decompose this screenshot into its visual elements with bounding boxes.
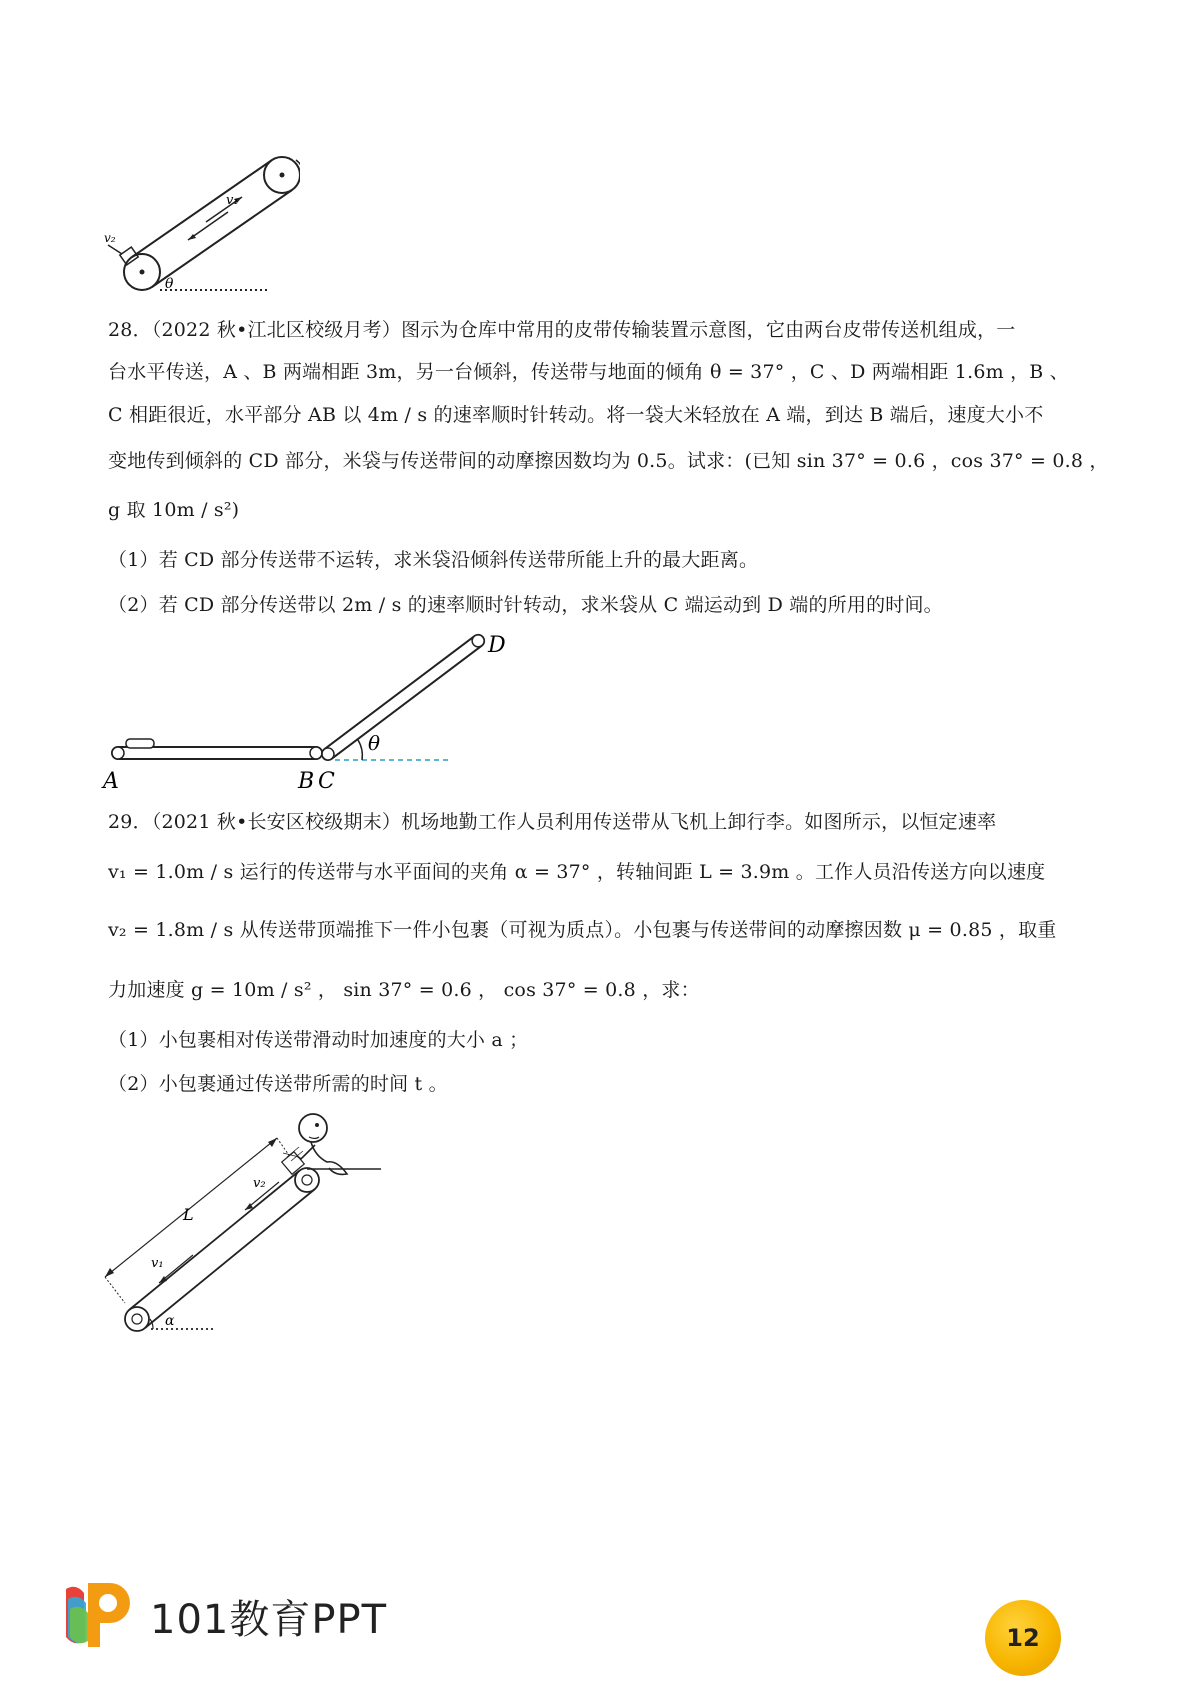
q28-line-4: 变地传到倾斜的 CD 部分，米袋与传送带间的动摩擦因数均为 0.5。试求：(已知 sin 37° = 0.6 ，cos 37° = 0.8 ， [108, 450, 1109, 472]
q28-line-3: C 相距很近，水平部分 AB 以 4m / s 的速率顺时针转动。将一袋大米轻放在 A 端，到达 B 端后，速度大小不 [108, 404, 1044, 426]
q29-line-4: 力加速度 g = 10m / s² ， sin 37° = 0.6 ， cos 37° = 0.8 ，求： [108, 979, 700, 1001]
svg-text:v₁: v₁ [151, 1256, 164, 1271]
svg-text:θ: θ [165, 276, 174, 292]
svg-text:θ: θ [368, 731, 381, 755]
q28-sub-2: （2）若 CD 部分传送带以 2m / s 的速率顺时针转动，求米袋从 C 端运动到 D 端的所用的时间。 [108, 594, 943, 616]
q28-sub-1: （1）若 CD 部分传送带不运转，求米袋沿倾斜传送带所能上升的最大距离。 [108, 549, 759, 571]
svg-text:B: B [298, 769, 315, 794]
figure-airport-belt [95, 1105, 395, 1345]
figure-two-belts [100, 630, 520, 800]
q28-line-5: g 取 10m / s²) [108, 499, 240, 521]
svg-text:α: α [165, 1313, 175, 1329]
q28-line-1: 28．（2022 秋•江北区校级月考）图示为仓库中常用的皮带传输装置示意图，它由两台皮带传送机组成，一 [108, 319, 1016, 341]
q29-line-3: v₂ = 1.8m / s 从传送带顶端推下一件小包裹（可视为质点）。小包裹与传送带间的动摩擦因数 μ = 0.85 ，取重 [108, 919, 1057, 941]
q29-line-1: 29．（2021 秋•长安区校级期末）机场地勤工作人员利用传送带从飞机上卸行李。如图所示，以恒定速率 [108, 811, 997, 833]
brand-logo-icon [60, 1575, 140, 1651]
figure-inclined-belt-top [100, 150, 300, 300]
brand-logo-text: 101教育PPT [150, 1597, 388, 1643]
page-number-badge: 12 [985, 1600, 1061, 1676]
svg-text:v₂: v₂ [104, 231, 116, 245]
q28-line-2: 台水平传送，A 、B 两端相距 3m，另一台倾斜，传送带与地面的倾角 θ = 37° ，C 、D 两端相距 1.6m ，B 、 [108, 361, 1069, 383]
q29-sub-1: （1）小包裹相对传送带滑动时加速度的大小 a ； [108, 1029, 529, 1051]
q29-line-2: v₁ = 1.0m / s 运行的传送带与水平面间的夹角 α = 37° ，转轴间距 L = 3.9m 。工作人员沿传送方向以速度 [108, 861, 1046, 883]
svg-text:v₁: v₁ [226, 193, 239, 208]
svg-text:v₂: v₂ [253, 1176, 266, 1191]
q29-sub-2: （2）小包裹通过传送带所需的时间 t 。 [108, 1073, 448, 1095]
svg-text:D: D [488, 633, 506, 658]
svg-text:A: A [103, 769, 119, 794]
svg-text:C: C [318, 769, 335, 794]
svg-text:L: L [183, 1205, 194, 1224]
